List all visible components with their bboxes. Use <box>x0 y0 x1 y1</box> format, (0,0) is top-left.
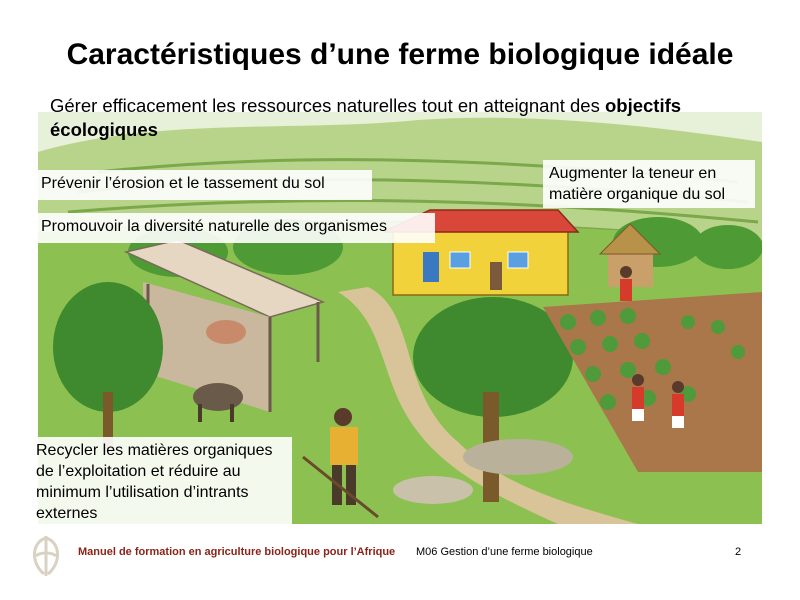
page-number: 2 <box>735 546 742 558</box>
callout-organic-matter: Augmenter la teneur en matière organique du sol <box>543 160 755 208</box>
subtitle-emphasis: objectifs écologiques <box>50 95 682 140</box>
subtitle-text: Gérer efficacement les ressources naturelles tout en atteignant des <box>50 95 605 116</box>
footer-module: M06 Gestion d’une ferme biologique <box>416 546 593 558</box>
slide-subtitle <box>50 94 770 142</box>
slide-title: Caractéristiques d’une ferme biologique idéale <box>66 38 734 71</box>
manual-logo-icon <box>22 532 70 580</box>
woman-near-hut <box>620 266 632 301</box>
callout-erosion: Prévenir l’érosion et le tassement du sol <box>35 170 372 200</box>
callout-diversity: Promouvoir la diversité naturelle des organismes <box>35 213 435 243</box>
callout-recycling: Recycler les matières organiques de l’exploitation et réduire au minimum l’utilisation d’intrants externes <box>30 437 292 527</box>
footer-manual-title: Manuel de formation en agriculture biologique pour l’Afrique <box>78 546 396 558</box>
